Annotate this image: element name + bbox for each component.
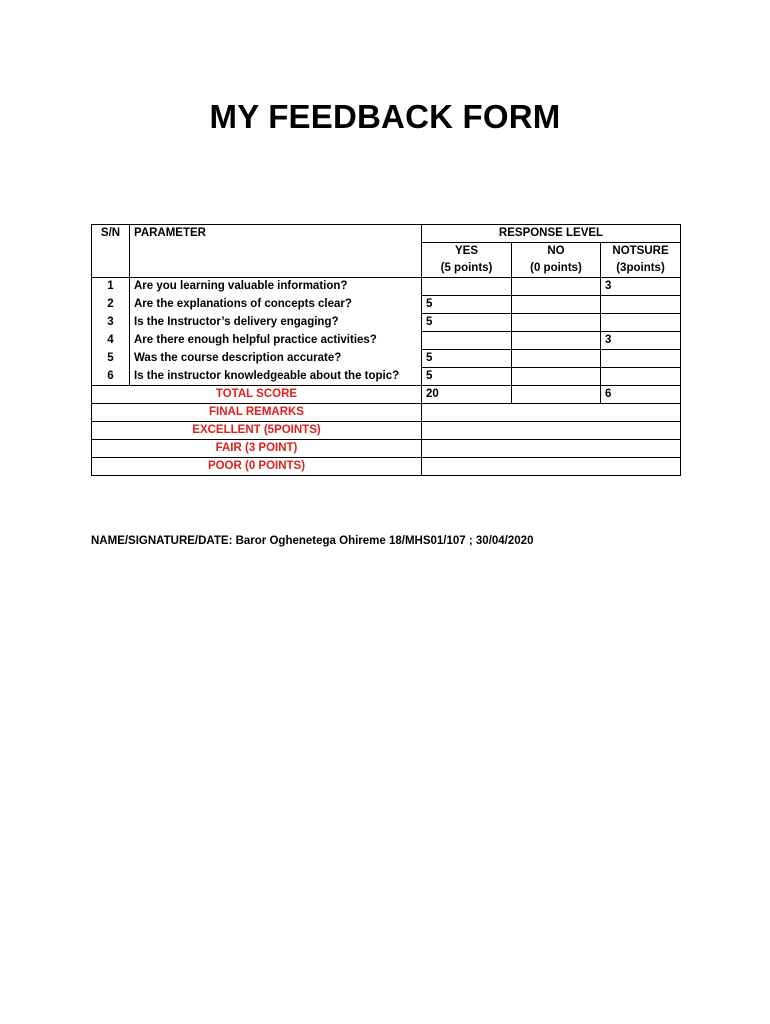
row-yes: [422, 332, 512, 350]
header-yes-points: (5 points): [422, 260, 512, 278]
fair-value: [422, 440, 681, 458]
remarks-row: [92, 422, 681, 440]
total-yes: 20: [422, 386, 512, 404]
total-notsure: 6: [601, 386, 681, 404]
fair-label: FAIR (3 POINT): [92, 440, 422, 458]
header-row-options: [92, 243, 681, 261]
row-no: [512, 314, 601, 332]
row-notsure: [601, 296, 681, 314]
page-title: MY FEEDBACK FORM: [209, 98, 561, 135]
row-parameter: Was the course description accurate?: [130, 350, 422, 368]
header-sn: S/N: [92, 225, 130, 243]
row-notsure: [601, 314, 681, 332]
header-response-level: RESPONSE LEVEL: [422, 225, 681, 243]
row-no: [512, 278, 601, 296]
row-notsure: [601, 368, 681, 386]
row-yes: 5: [422, 350, 512, 368]
remarks-row: [92, 458, 681, 476]
excellent-value: [422, 422, 681, 440]
header-notsure-points: (3points): [601, 260, 681, 278]
row-parameter: Are there enough helpful practice activities?: [130, 332, 422, 350]
header-notsure: NOTSURE: [601, 243, 681, 261]
header-row-points: [92, 260, 681, 278]
final-remarks-value: [422, 404, 681, 422]
header-parameter: PARAMETER: [130, 225, 422, 243]
header-yes: YES: [422, 243, 512, 261]
row-sn: 1: [92, 278, 130, 296]
row-no: [512, 350, 601, 368]
row-no: [512, 368, 601, 386]
row-sn: 3: [92, 314, 130, 332]
table-row: [92, 314, 681, 332]
total-score-label: TOTAL SCORE: [92, 386, 422, 404]
remarks-row: [92, 440, 681, 458]
row-parameter: Are you learning valuable information?: [130, 278, 422, 296]
feedback-table: [91, 224, 681, 476]
header-no: NO: [512, 243, 601, 261]
row-yes: 5: [422, 314, 512, 332]
row-sn: 2: [92, 296, 130, 314]
header-no-points: (0 points): [512, 260, 601, 278]
total-row: [92, 386, 681, 404]
signature-line: NAME/SIGNATURE/DATE: Baror Oghenetega Ohireme 18/MHS01/107 ; 30/04/2020: [91, 535, 534, 547]
table-row: [92, 278, 681, 296]
table-row: [92, 350, 681, 368]
remarks-row: [92, 404, 681, 422]
excellent-label: EXCELLENT (5POINTS): [92, 422, 422, 440]
final-remarks-label: FINAL REMARKS: [92, 404, 422, 422]
table-row: [92, 368, 681, 386]
row-parameter: Is the Instructor’s delivery engaging?: [130, 314, 422, 332]
total-no: [512, 386, 601, 404]
row-sn: 5: [92, 350, 130, 368]
row-no: [512, 332, 601, 350]
row-parameter: Are the explanations of concepts clear?: [130, 296, 422, 314]
row-sn: 6: [92, 368, 130, 386]
poor-label: POOR (0 POINTS): [92, 458, 422, 476]
table-row: [92, 332, 681, 350]
poor-value: [422, 458, 681, 476]
row-yes: 5: [422, 296, 512, 314]
row-parameter: Is the instructor knowledgeable about the topic?: [130, 368, 422, 386]
row-sn: 4: [92, 332, 130, 350]
row-no: [512, 296, 601, 314]
header-row: [92, 225, 681, 243]
row-yes: 5: [422, 368, 512, 386]
row-notsure: [601, 350, 681, 368]
table-row: [92, 296, 681, 314]
row-yes: [422, 278, 512, 296]
row-notsure: 3: [601, 332, 681, 350]
row-notsure: 3: [601, 278, 681, 296]
